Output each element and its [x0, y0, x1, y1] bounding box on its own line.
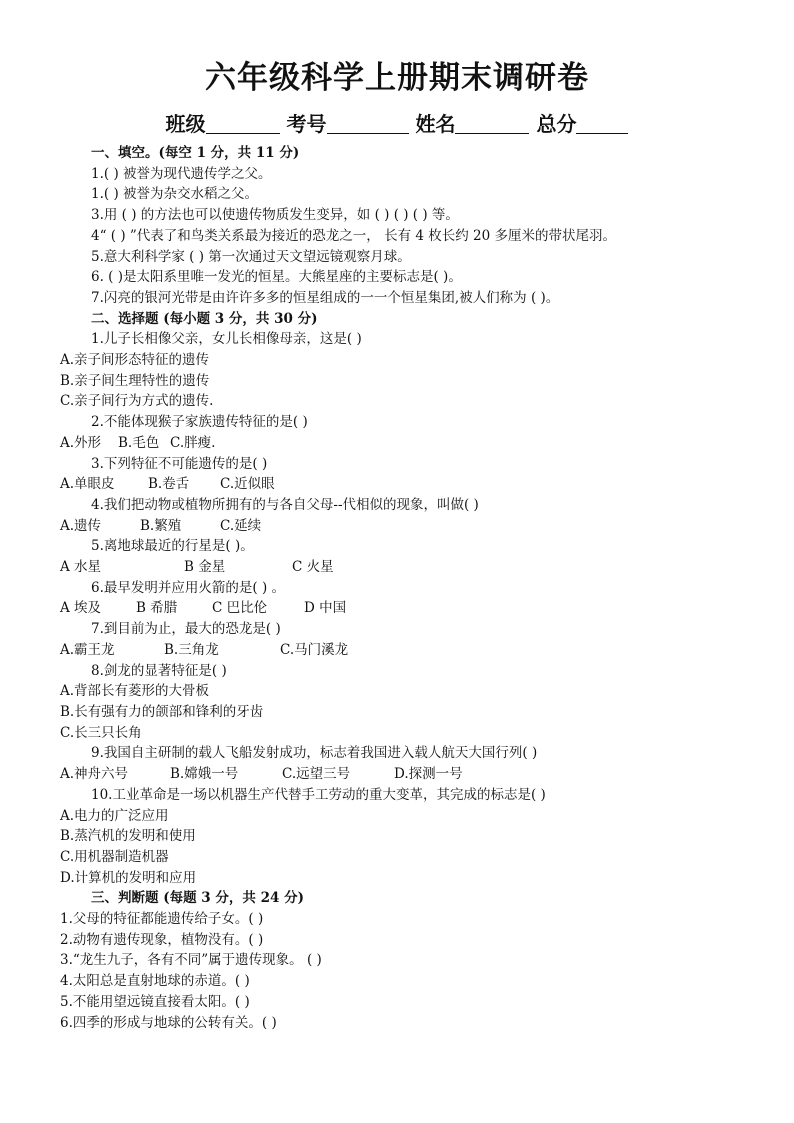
score-label: 总分 [536, 112, 577, 136]
choice-option[interactable]: A.单眼皮 [60, 476, 115, 493]
choice-question-9: 9.我国自主研制的载人飞船发射成功，标志着我国进入载人航天大国行列( ) [91, 745, 538, 762]
choice-option[interactable]: C.马门溪龙 [280, 641, 349, 658]
judge-item-6: 6.四季的形成与地球的公转有关。( ) [60, 1014, 277, 1031]
judge-item-5: 5.不能用望远镜直接看太阳。( ) [60, 993, 250, 1010]
choice-option[interactable]: B.繁殖 [140, 517, 182, 534]
choice-option[interactable]: C 火星 [292, 559, 334, 576]
choice-options-row [60, 598, 740, 619]
choice-option[interactable]: A.背部长有菱形的大骨板 [60, 683, 210, 700]
choice-option[interactable]: C.亲子间行为方式的遗传. [60, 393, 214, 410]
section-2-heading: 二、选择题 (每小题 3 分，共 30 分) [91, 310, 318, 327]
choice-options-row [60, 474, 740, 495]
choice-question-4: 4.我们把动物或植物所拥有的与各自父母--代相似的现象，叫做( ) [91, 496, 479, 513]
choice-option[interactable]: C.近似眼 [220, 476, 275, 493]
choice-option[interactable]: A.电力的广泛应用 [60, 807, 169, 824]
choice-option[interactable]: C.远望三号 [282, 766, 351, 783]
judge-item-4: 4.太阳总是直射地球的赤道。( ) [60, 973, 250, 990]
choice-question-10: 10.工业革命是一场以机器生产代替手工劳动的重大变革，其完成的标志是( ) [91, 786, 546, 803]
class-label: 班级 [165, 112, 206, 136]
fill-blank-3: 3.用 ( ) 的方法也可以使遗传物质发生变异，如 ( ) ( ) ( ) 等。 [91, 207, 459, 224]
choice-options-row [60, 640, 740, 661]
choice-option[interactable]: B.毛色 [118, 434, 160, 451]
choice-option[interactable]: B.长有强有力的颌部和锋利的牙齿 [60, 703, 264, 720]
choice-option[interactable]: C 巴比伦 [212, 600, 268, 617]
choice-option[interactable]: C.用机器制造机器 [60, 848, 169, 865]
choice-option[interactable]: D.探测一号 [394, 766, 463, 783]
choice-options-row [60, 516, 740, 537]
name-label: 姓名 [415, 112, 456, 136]
exam-no-label: 考号 [286, 112, 327, 136]
score-blank[interactable] [576, 113, 628, 134]
section-3-heading: 三、判断题 (每题 3 分，共 24 分) [91, 890, 304, 907]
choice-question-7: 7.到目前为止，最大的恐龙是( ) [91, 621, 281, 638]
choice-question-3: 3.下列特征不可能遗传的是( ) [91, 455, 268, 472]
choice-option[interactable]: B.嫦娥一号 [170, 766, 239, 783]
judge-item-2: 2.动物有遗传现象，植物没有。( ) [60, 931, 264, 948]
fill-blank-2: 1.( ) 被誉为杂交水稻之父。 [91, 186, 258, 203]
choice-option[interactable]: A.外形 [60, 434, 102, 451]
fill-blank-5: 5.意大利科学家 ( ) 第一次通过天文望远镜观察月球。 [91, 248, 411, 265]
student-info-line [0, 110, 794, 138]
choice-option[interactable]: B 金星 [184, 559, 226, 576]
choice-question-1: 1.儿子长相像父亲，女儿长相像母亲，这是( ) [91, 331, 362, 348]
page-title: 六年级科学上册期末调研卷 [205, 60, 589, 96]
choice-option[interactable]: A 埃及 [60, 600, 102, 617]
judge-item-1: 1.父母的特征都能遗传给子女。( ) [60, 911, 264, 928]
choice-question-2: 2.不能体现猴子家族遗传特征的是( ) [91, 414, 308, 431]
fill-blank-6: 6. ( )是太阳系里唯一发光的恒星。大熊星座的主要标志是( )。 [91, 269, 462, 286]
choice-option[interactable]: A.神舟六号 [60, 766, 129, 783]
choice-option[interactable]: C.延续 [220, 517, 262, 534]
choice-option[interactable]: D 中国 [304, 600, 347, 617]
choice-option[interactable]: B.亲子间生理特性的遗传 [60, 372, 210, 389]
choice-option[interactable]: B 希腊 [136, 600, 178, 617]
choice-options-row [60, 433, 740, 454]
choice-question-8: 8.剑龙的显著特征是( ) [91, 662, 227, 679]
section-1-heading: 一、填空。(每空 1 分，共 11 分) [91, 145, 300, 161]
class-blank[interactable] [206, 113, 280, 134]
choice-option[interactable]: B.三角龙 [164, 641, 219, 658]
choice-options-row [60, 557, 740, 578]
choice-option[interactable]: C.胖瘦. [170, 434, 216, 451]
choice-option[interactable]: A.亲子间形态特征的遗传 [60, 352, 210, 369]
choice-option[interactable]: A.遗传 [60, 517, 102, 534]
name-blank[interactable] [455, 113, 529, 134]
judge-item-3: 3.“龙生九子，各有不同”属于遗传现象。 ( ) [60, 952, 322, 969]
fill-blank-4: 4“ ( ) ”代表了和鸟类关系最为接近的恐龙之一， 长有 4 枚长约 20 多厘米的带状尾羽。 [91, 227, 617, 244]
choice-question-6: 6.最早发明并应用火箭的是( ) 。 [91, 579, 285, 596]
exam-content [60, 143, 740, 1033]
exam-no-blank[interactable] [327, 113, 409, 134]
choice-question-5: 5.离地球最近的行星是( )。 [91, 538, 254, 555]
choice-option[interactable]: B.蒸汽机的发明和使用 [60, 828, 196, 845]
fill-blank-1: 1.( ) 被誉为现代遗传学之父。 [91, 165, 272, 182]
choice-option[interactable]: A.霸王龙 [60, 641, 115, 658]
choice-option[interactable]: D.计算机的发明和应用 [60, 869, 197, 886]
choice-option[interactable]: C.长三只长角 [60, 724, 142, 741]
choice-options-row [60, 764, 740, 785]
choice-option[interactable]: B.卷舌 [148, 476, 190, 493]
choice-option[interactable]: A 水星 [60, 559, 102, 576]
fill-blank-7: 7.闪亮的银河光带是由许许多多的恒星组成的一一个恒星集团,被人们称为 ( )。 [91, 289, 560, 306]
